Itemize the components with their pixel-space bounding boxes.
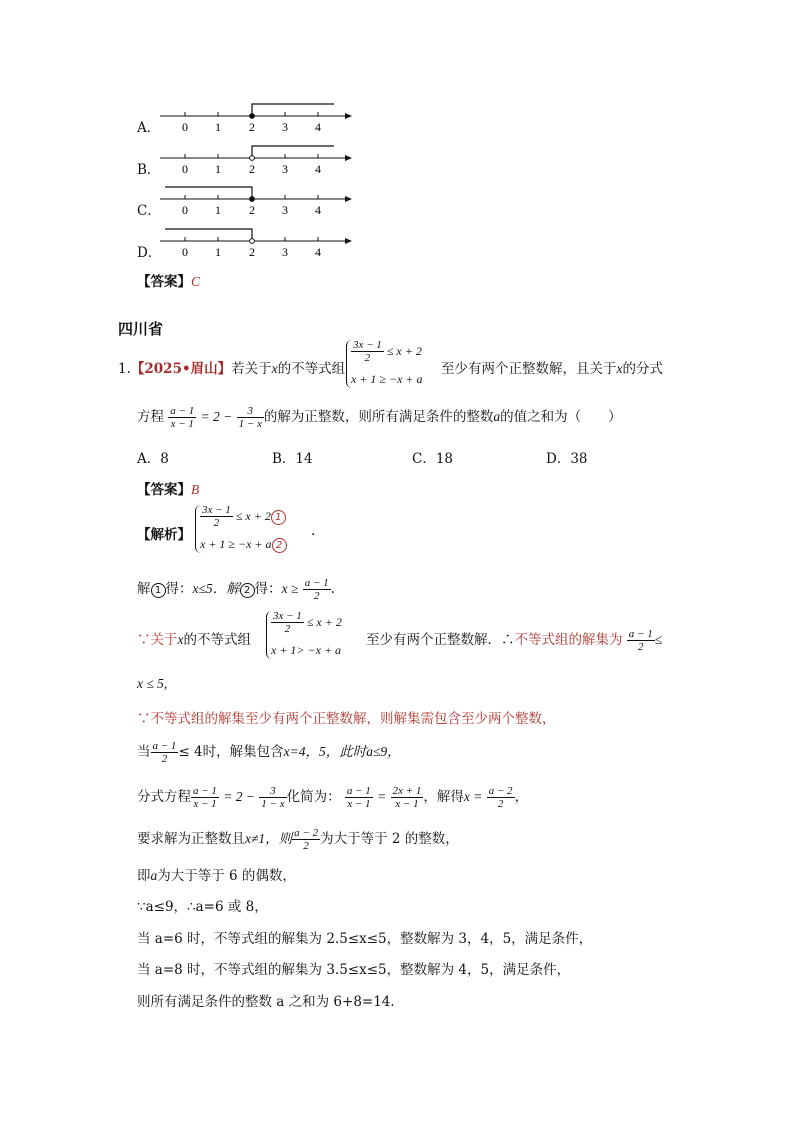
circled-2: 2 (272, 538, 287, 553)
analysis-line-8 (137, 864, 296, 884)
option-label: B． (137, 162, 161, 178)
frac-den: x − 1 (347, 797, 371, 810)
analysis-line-5 (137, 740, 401, 765)
system-rhs: ≤ x + 2 (306, 614, 342, 629)
frac-den: 2 (284, 623, 291, 635)
solution-ray (252, 104, 334, 116)
tick-label: 1 (215, 120, 221, 134)
q-text: 至少有两个正整数解，且关于 (441, 361, 617, 377)
tick-label: 4 (315, 245, 321, 259)
tick-label: 2 (249, 120, 255, 134)
frac-num: 3 (259, 786, 286, 798)
answer-1 (137, 270, 200, 290)
tick-label: 0 (182, 120, 188, 134)
frac-num: 3x − 1 (202, 504, 231, 516)
q-text: 若关于 (231, 361, 272, 377)
tick-label: 3 (282, 120, 288, 134)
frac-den: x − 1 (193, 797, 217, 810)
frac-num: a − 1 (152, 739, 177, 752)
tick-label: 0 (182, 203, 188, 217)
frac-num: 3x − 1 (273, 610, 302, 622)
frac-num: 3x − 1 (353, 339, 382, 351)
system-row-text: x + 1 ≥ −x + a (200, 537, 272, 551)
analysis-system-row-2 (200, 537, 287, 553)
a-math: = 2 − (223, 789, 255, 804)
a-text: 得： (165, 581, 193, 597)
a-math: x=4，5，此时 (283, 744, 367, 759)
q-var: x (616, 361, 623, 376)
analysis-dot: . (311, 523, 316, 539)
a-math: x = (463, 789, 483, 804)
answer-value: C (191, 274, 201, 289)
frac-num: a − 2 (488, 784, 513, 797)
answer-label: 【答案】 (137, 274, 191, 290)
number-line (150, 96, 380, 141)
frac-den: 2 (313, 589, 320, 602)
frac-num: a − 1 (346, 784, 371, 797)
section-title: 四川省 (118, 320, 164, 338)
circled-1: 1 (271, 510, 286, 525)
choice-b: B．14 (272, 451, 313, 467)
analysis-line-2b (366, 628, 662, 653)
option-label: A． (137, 120, 161, 136)
analysis-system-2-row-1 (271, 611, 342, 635)
frac-num: a − 1 (170, 404, 195, 417)
tick-label: 0 (182, 162, 188, 176)
a-text: 得： (254, 581, 282, 597)
axis-arrow (345, 155, 352, 161)
answer-2 (137, 478, 199, 498)
analysis-label-text: 【解析】 (137, 527, 191, 543)
q-text: 的分式 (622, 361, 663, 377)
tick-label: 3 (282, 203, 288, 217)
frac-den: 2 (638, 640, 644, 653)
a-text: ∵关于 (137, 632, 178, 648)
axis-arrow (345, 113, 352, 119)
tick-label: 0 (182, 245, 188, 259)
circled-2: 2 (240, 583, 255, 598)
analysis-system (195, 505, 314, 553)
analysis-system-2 (266, 611, 365, 659)
a-text: ， (514, 789, 529, 805)
tick-label: 3 (282, 162, 288, 176)
frac-den: 2 (213, 517, 220, 529)
a-math: a≤9， (366, 744, 401, 759)
question-source: 【2025•眉山】 (130, 361, 232, 377)
analysis-label (137, 523, 191, 543)
tick-label: 1 (215, 245, 221, 259)
a-math: = (377, 789, 387, 804)
circled-1: 1 (151, 583, 166, 598)
tick-label: 4 (315, 120, 321, 134)
a-text: . (330, 581, 335, 597)
frac-num: 2x + 1 (392, 784, 422, 797)
a-text: 的不等式组 (183, 632, 251, 648)
number-line (150, 138, 380, 183)
a-text: 为大于等于 2 的整数， (320, 831, 459, 847)
frac-den: 2 (303, 839, 309, 852)
q-text: 方程 (137, 409, 164, 425)
system-row-2: x + 1 ≥ −x + a (351, 372, 423, 386)
open-point (250, 239, 255, 244)
a-text: 化简为： (286, 789, 341, 805)
tick-label: 1 (215, 162, 221, 176)
analysis-line-1 (137, 577, 335, 602)
option-label: C． (137, 203, 161, 219)
a-text: 当 (137, 744, 151, 760)
question-1-line-1 (118, 357, 345, 377)
tick-label: 4 (315, 203, 321, 217)
a-text: 不等式组的解集为 (514, 632, 623, 648)
solution-ray (165, 187, 252, 199)
tick-label: 2 (249, 203, 255, 217)
analysis-system-2-row-2: x + 1> −x + a (271, 643, 342, 657)
question-1-line-1b (441, 357, 663, 377)
tick-label: 2 (249, 162, 255, 176)
a-math: x≤5．解 (192, 581, 240, 596)
closed-point (250, 197, 255, 202)
a-math: x ≥ (281, 581, 299, 596)
a-text: 要求解为正整数且 (137, 831, 245, 847)
analysis-line-3: x ≤ 5, (137, 676, 168, 691)
analysis-line-9: ∵a≤9，∴a=6 或 8， (137, 899, 268, 915)
analysis-line-7 (137, 827, 459, 852)
tick-label: 3 (282, 245, 288, 259)
q-eq: = 2 − (200, 409, 233, 424)
frac-den: x − 1 (170, 417, 194, 430)
analysis-line-10: 当 a=6 时，不等式组的解集为 2.5≤x≤5，整数解为 3，4，5，满足条件， (137, 931, 593, 947)
choice-c: C．18 (412, 451, 454, 467)
solution-ray (252, 146, 334, 158)
frac-den: 2 (497, 797, 504, 810)
frac-num: a − 2 (294, 826, 319, 839)
solution-ray (165, 229, 252, 241)
frac-den: 1 − x (261, 797, 285, 810)
tick-label: 1 (215, 203, 221, 217)
system-rhs: ≤ x + 2 (235, 508, 271, 523)
q-var: x (271, 361, 278, 376)
a-math: x (177, 632, 184, 647)
frac-num: a − 1 (193, 784, 217, 797)
a-math: a (150, 868, 158, 883)
question-1-line-2 (137, 405, 622, 430)
q-var: a (493, 409, 501, 424)
tick-label: 4 (315, 162, 321, 176)
open-point (250, 156, 255, 161)
analysis-line-4: ∵不等式组的解集至少有两个正整数解，则解集需包含至少两个整数， (137, 711, 556, 727)
q-text: 的不等式组 (277, 361, 346, 377)
axis-arrow (345, 196, 352, 202)
answer-value: B (191, 482, 200, 497)
inequality-system (346, 340, 439, 388)
frac-num: 3 (237, 406, 264, 418)
system-rhs: ≤ x + 2 (386, 343, 422, 358)
frac-num: a − 1 (304, 576, 329, 589)
a-text: 为大于等于 6 的偶数， (157, 868, 296, 884)
a-text: 即 (137, 868, 151, 884)
a-text: 分式方程 (137, 789, 191, 805)
analysis-line-2 (137, 628, 251, 648)
a-math: x≠1，则 (245, 831, 293, 846)
tick-label: 2 (249, 245, 255, 259)
analysis-system-row-1 (200, 505, 286, 529)
a-text: ≤ 4时，解集包含 (178, 744, 284, 760)
q-text: 的值之和为（ ） (500, 409, 622, 425)
analysis-line-12: 则所有满足条件的整数 a 之和为 6+8=14． (137, 994, 404, 1010)
analysis-line-6 (137, 785, 528, 810)
frac-den: 2 (364, 352, 371, 364)
number-line (150, 179, 380, 224)
axis-arrow (345, 238, 352, 244)
frac-den: x − 1 (395, 797, 419, 810)
frac-den: 1 − x (238, 417, 262, 430)
a-text: 至少有两个正整数解．∴ (366, 632, 515, 648)
analysis-line-11: 当 a=8 时，不等式组的解集为 3.5≤x≤5，整数解为 4，5，满足条件， (137, 962, 571, 978)
a-text: ，解得 (423, 789, 464, 805)
a-math: ≤ (654, 632, 663, 647)
choice-a: A．8 (137, 451, 169, 467)
frac-den: 2 (161, 752, 168, 765)
question-number: 1. (118, 361, 131, 377)
option-label: D． (137, 245, 162, 261)
closed-point (250, 114, 255, 119)
q-text: 的解为正整数，则所有满足条件的整数 (263, 409, 494, 425)
system-row-1 (351, 340, 422, 364)
a-text: 解 (137, 581, 151, 597)
number-line (150, 221, 380, 266)
answer-label: 【答案】 (137, 482, 191, 498)
frac-num: a − 1 (628, 627, 653, 640)
choice-d: D．38 (546, 451, 588, 467)
